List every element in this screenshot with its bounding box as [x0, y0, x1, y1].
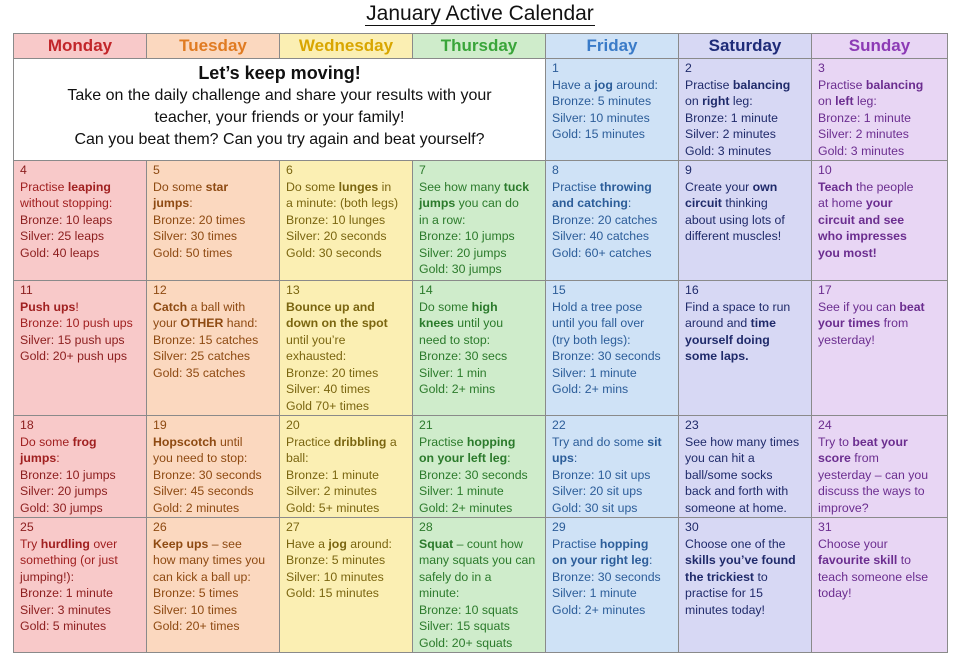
intro-text-line: teacher, your friends or your family! [154, 109, 405, 126]
day-cell-24 [812, 416, 948, 518]
activity-line: Silver: 1 minute [419, 484, 504, 498]
activity-line: Gold: 35 catches [153, 365, 246, 380]
activity-line: Bronze: 20 times [153, 212, 246, 227]
activity-line: Bronze: 30 seconds [552, 349, 661, 363]
day-number: 7 [419, 163, 426, 177]
activity-line: Bronze: 10 lunges [286, 212, 386, 227]
activity-line: Bronze: 1 minute [286, 467, 379, 482]
day-cell-26 [147, 518, 280, 653]
calendar-week-row [14, 59, 948, 161]
activity-line: Practice dribbling a [286, 434, 397, 449]
day-header-friday: Friday [546, 34, 679, 59]
activity-line: practise for 15 [685, 586, 763, 600]
activity-line: yourself doing [685, 332, 770, 347]
day-cell-7 [413, 161, 546, 281]
day-header-tuesday: Tuesday [147, 34, 280, 59]
day-cell-3 [812, 59, 948, 161]
intro-text-line: Take on the daily challenge and share your results with your [67, 87, 492, 104]
activity-line: Try hurdling over [20, 536, 118, 551]
activity-line: a minute: (both legs) [286, 196, 399, 210]
activity-line: back and forth with [685, 484, 789, 498]
activity-line: minute: [419, 586, 460, 600]
day-header-sunday: Sunday [812, 34, 948, 59]
day-header-thursday: Thursday [413, 34, 546, 59]
activity-line: Practise leaping [20, 179, 111, 194]
intro-panel [14, 59, 546, 161]
activity-line: Bronze: 10 sit ups [552, 467, 651, 482]
intro-text-line: Can you beat them? Can you try again and beat yourself? [74, 131, 485, 148]
activity-line: Gold: 5+ minutes [286, 500, 380, 515]
activity-line: who impresses [818, 229, 907, 243]
activity-line: yesterday – can you [818, 467, 929, 482]
activity-line: Silver: 1 min [419, 365, 487, 380]
activity-line: Do some lunges in [286, 179, 392, 194]
day-cell-25 [14, 518, 147, 653]
activity-line: Bronze: 1 minute [20, 586, 113, 600]
day-number: 27 [286, 520, 300, 534]
activity-line: improve? [818, 500, 869, 515]
day-cell-11 [14, 281, 147, 416]
day-number: 28 [419, 520, 433, 534]
activity-line: around and time [685, 316, 776, 330]
activity-line: ball: [286, 451, 309, 465]
activity-line: Bronze: 10 leaps [20, 212, 113, 227]
activity-line: Teach the people [818, 179, 914, 194]
calendar-week-row [14, 416, 948, 518]
day-cell-28 [413, 518, 546, 653]
day-number: 1 [552, 61, 559, 75]
activity-line: Silver: 40 catches [552, 229, 650, 243]
activity-line: Bronze: 1 minute [818, 110, 911, 125]
activity-line: Silver: 10 times [153, 602, 238, 617]
activity-line: Practise throwing [552, 179, 652, 194]
activity-line: something (or just [20, 553, 118, 567]
activity-line: Gold: 15 minutes [286, 586, 379, 600]
activity-line: Silver: 20 jumps [20, 484, 108, 498]
activity-line: Silver: 3 minutes [20, 602, 111, 617]
activity-line: score from [818, 451, 879, 465]
day-cell-20 [280, 416, 413, 518]
day-number: 22 [552, 418, 566, 432]
day-cell-16 [679, 281, 812, 416]
activity-line: Gold: 20+ push ups [20, 349, 127, 363]
day-cell-21 [413, 416, 546, 518]
activity-line: someone at home. [685, 500, 787, 515]
activity-line: the trickiest to [685, 569, 768, 584]
day-cell-9 [679, 161, 812, 281]
day-number: 15 [552, 283, 566, 297]
activity-line: Gold: 20+ squats [419, 635, 513, 650]
day-number: 8 [552, 163, 559, 177]
day-number: 12 [153, 283, 167, 297]
activity-line: on your right leg: [552, 553, 653, 567]
activity-line: until you fall over [552, 316, 645, 330]
activity-line: at home your [818, 196, 893, 210]
day-number: 4 [20, 163, 27, 177]
day-cell-14 [413, 281, 546, 416]
activity-line: Choose one of the [685, 536, 786, 551]
day-number: 19 [153, 418, 167, 432]
activity-line: See if you can beat [818, 299, 925, 314]
activity-line: Silver: 1 minute [552, 586, 637, 600]
day-cell-1 [546, 59, 679, 161]
activity-line: Silver: 2 minutes [685, 127, 776, 141]
activity-line: Gold: 30 sit ups [552, 500, 638, 515]
day-number: 5 [153, 163, 160, 177]
activity-line: exhausted: [286, 349, 347, 363]
activity-line: Try to beat your [818, 434, 908, 449]
activity-line: on left leg: [818, 94, 877, 108]
activity-line: jumps: [153, 196, 193, 210]
day-number: 18 [20, 418, 34, 432]
activity-line: Silver: 15 push ups [20, 332, 125, 347]
activity-line: Silver: 25 leaps [20, 229, 105, 243]
activity-line: jumps you can do [419, 196, 519, 210]
activity-line: Silver: 20 jumps [419, 245, 507, 260]
activity-line: Bronze: 20 times [286, 365, 379, 380]
activity-line: jumps: [20, 451, 60, 465]
activity-line: Hold a tree pose [552, 299, 643, 314]
activity-line: circuit thinking [685, 196, 768, 210]
activity-line: Catch a ball with [153, 299, 246, 314]
activity-line: Bronze: 30 secs [419, 349, 508, 363]
day-cell-15 [546, 281, 679, 416]
activity-line: Silver: 20 seconds [286, 229, 387, 243]
activity-line: jumping!): [20, 569, 74, 584]
activity-line: Bronze: 1 minute [685, 110, 778, 125]
day-number: 30 [685, 520, 699, 534]
day-cell-31 [812, 518, 948, 653]
activity-line: can kick a ball up: [153, 569, 251, 584]
activity-line: Bronze: 10 jumps [20, 467, 116, 482]
activity-line: you most! [818, 245, 877, 260]
day-number: 3 [818, 61, 825, 75]
day-cell-10 [812, 161, 948, 281]
day-number: 21 [419, 418, 433, 432]
activity-line: Gold: 3 minutes [818, 143, 905, 158]
activity-line: you can hit a [685, 451, 755, 465]
activity-line: ball/some socks [685, 467, 773, 482]
activity-line: Practise hopping [552, 536, 649, 551]
activity-line: Try and do some sit [552, 434, 662, 449]
activity-line: Find a space to run [685, 299, 791, 314]
activity-line: minutes today! [685, 602, 765, 617]
day-cell-23 [679, 416, 812, 518]
activity-line: Have a jog around: [552, 77, 658, 92]
activity-line: safely do in a [419, 569, 492, 584]
activity-line: Bronze: 30 seconds [419, 467, 528, 482]
activity-line: Gold: 50 times [153, 245, 233, 260]
activity-line: Bronze: 10 jumps [419, 229, 515, 243]
activity-line: Gold: 2+ minutes [552, 602, 646, 617]
day-cell-29 [546, 518, 679, 653]
day-number: 16 [685, 283, 699, 297]
activity-line: Create your own [685, 179, 778, 194]
activity-line: how many times you [153, 553, 266, 567]
activity-line: on your left leg: [419, 451, 511, 465]
activity-line: and catching: [552, 196, 632, 210]
activity-line: Bounce up and [286, 299, 375, 314]
activity-line: Gold: 60+ catches [552, 245, 652, 260]
activity-line: about using lots of [685, 212, 785, 227]
calendar-week-row [14, 161, 948, 281]
activity-line: Push ups! [20, 299, 79, 314]
day-number: 11 [20, 283, 33, 297]
activity-line: Gold: 5 minutes [20, 619, 107, 633]
activity-line: Silver: 25 catches [153, 349, 251, 363]
activity-line: today! [818, 586, 852, 600]
day-number: 6 [286, 163, 293, 177]
activity-line: Practise hopping [419, 434, 516, 449]
day-cell-4 [14, 161, 147, 281]
activity-line: Bronze: 30 seconds [153, 467, 262, 482]
activity-line: Silver: 10 minutes [286, 569, 384, 584]
activity-line: Practise balancing [818, 77, 924, 92]
activity-line: your times from [818, 316, 909, 330]
activity-line: until you’re [286, 332, 346, 347]
day-cell-12 [147, 281, 280, 416]
day-number: 17 [818, 283, 832, 297]
activity-line: Silver: 45 seconds [153, 484, 254, 498]
activity-line: you need to stop: [153, 451, 248, 465]
activity-line: Do some high [419, 299, 498, 314]
activity-line: Keep ups – see [153, 536, 242, 551]
activity-line: down on the spot [286, 316, 388, 330]
activity-line: Bronze: 5 minutes [552, 94, 652, 108]
activity-line: Silver: 1 minute [552, 365, 637, 380]
calendar-week-row [14, 518, 948, 653]
day-number: 25 [20, 520, 34, 534]
day-number: 14 [419, 283, 433, 297]
activity-line: Bronze: 10 squats [419, 602, 519, 617]
activity-line: Do some star [153, 179, 229, 194]
activity-line: Silver: 10 minutes [552, 110, 650, 125]
activity-line: Silver: 30 times [153, 229, 238, 243]
activity-line: Bronze: 5 times [153, 586, 239, 600]
activity-line: some laps. [685, 349, 749, 363]
activity-line: favourite skill to [818, 553, 911, 567]
activity-line: Silver: 2 minutes [286, 484, 377, 498]
day-number: 26 [153, 520, 167, 534]
activity-line: Silver: 2 minutes [818, 127, 909, 141]
page-title: January Active Calendar [366, 2, 594, 25]
activity-line: Practise balancing [685, 77, 791, 92]
calendar-grid [13, 33, 948, 653]
day-cell-30 [679, 518, 812, 653]
activity-line: Bronze: 15 catches [153, 332, 259, 347]
day-cell-18 [14, 416, 147, 518]
activity-line: Hopscotch until [153, 434, 243, 449]
intro-heading: Let’s keep moving! [198, 63, 361, 83]
activity-line: teach someone else [818, 569, 929, 584]
activity-line: Gold 70+ times [286, 398, 370, 413]
activity-line: yesterday! [818, 332, 875, 347]
day-cell-13 [280, 281, 413, 416]
activity-line: (try both legs): [552, 332, 631, 347]
day-number: 20 [286, 418, 300, 432]
day-cell-2 [679, 59, 812, 161]
activity-line: Gold: 30 seconds [286, 245, 382, 260]
activity-line: discuss the ways to [818, 484, 925, 498]
activity-line: on right leg: [685, 94, 753, 108]
day-number: 2 [685, 61, 692, 75]
day-header-saturday: Saturday [679, 34, 812, 59]
activity-line: many squats you can [419, 553, 536, 567]
day-number: 13 [286, 283, 300, 297]
activity-line: in a row: [419, 212, 466, 227]
activity-line: Bronze: 10 push ups [20, 316, 133, 330]
day-cell-17 [812, 281, 948, 416]
activity-line: Gold: 30 jumps [20, 500, 103, 515]
activity-line: skills you’ve found [685, 553, 796, 567]
activity-line: need to stop: [419, 332, 491, 347]
activity-line: Silver: 40 times [286, 382, 371, 396]
weekday-header-row [14, 34, 948, 59]
activity-line: Silver: 20 sit ups [552, 484, 643, 498]
day-header-monday: Monday [14, 34, 147, 59]
activity-line: Have a jog around: [286, 536, 392, 551]
activity-line: Gold: 3 minutes [685, 143, 772, 158]
activity-line: Choose your [818, 536, 888, 551]
day-number: 10 [818, 163, 832, 177]
activity-line: Gold: 40 leaps [20, 245, 100, 260]
day-cell-27 [280, 518, 413, 653]
activity-line: Gold: 2+ minutes [419, 500, 513, 515]
day-cell-5 [147, 161, 280, 281]
day-header-wednesday: Wednesday [280, 34, 413, 59]
activity-line: See how many tuck [419, 179, 530, 194]
day-cell-22 [546, 416, 679, 518]
activity-line: Gold: 20+ times [153, 619, 240, 633]
activity-line: Bronze: 30 seconds [552, 569, 661, 584]
activity-line: Gold: 2 minutes [153, 500, 240, 515]
day-number: 23 [685, 418, 699, 432]
activity-line: different muscles! [685, 229, 782, 243]
activity-line: knees until you [419, 316, 504, 330]
day-cell-19 [147, 416, 280, 518]
activity-line: your OTHER hand: [153, 316, 258, 330]
day-cell-8 [546, 161, 679, 281]
day-cell-6 [280, 161, 413, 281]
calendar-week-row [14, 281, 948, 416]
activity-line: Squat – count how [419, 536, 523, 551]
activity-line: circuit and see [818, 212, 905, 227]
day-number: 24 [818, 418, 832, 432]
activity-line: ups: [552, 451, 578, 465]
day-number: 31 [818, 520, 832, 534]
activity-line: Gold: 30 jumps [419, 262, 502, 276]
activity-line: Gold: 2+ mins [419, 382, 496, 396]
activity-line: Bronze: 20 catches [552, 212, 658, 227]
activity-line: Bronze: 5 minutes [286, 553, 386, 567]
activity-line: Do some frog [20, 434, 97, 449]
activity-line: Gold: 2+ mins [552, 382, 629, 396]
day-number: 29 [552, 520, 566, 534]
day-number: 9 [685, 163, 692, 177]
activity-line: See how many times [685, 434, 800, 449]
activity-line: without stopping: [20, 196, 113, 210]
activity-line: Gold: 15 minutes [552, 127, 645, 141]
activity-line: Silver: 15 squats [419, 619, 510, 633]
